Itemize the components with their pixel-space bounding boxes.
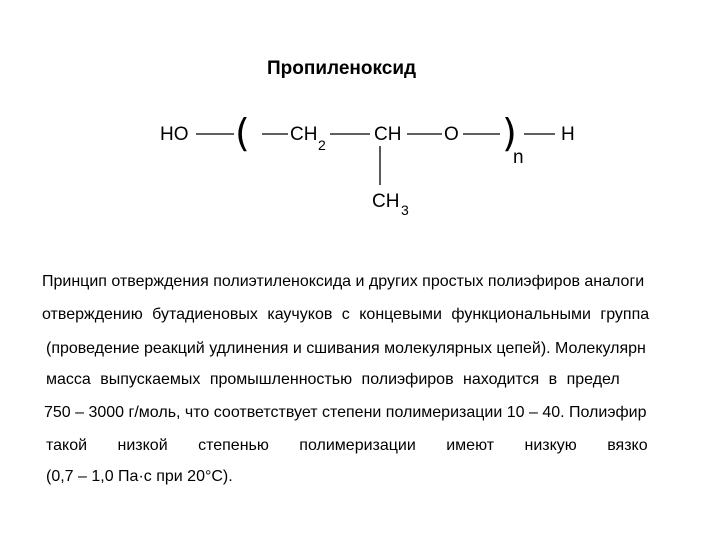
body-text-line: Принцип отверждения полиэтиленоксида и других простых полиэфиров аналоги — [42, 273, 645, 290]
formula-o: O — [444, 124, 459, 145]
body-text-line: такой низкой степенью полимеризации имеют низкую вязко — [46, 437, 648, 454]
formula-ch: CH — [374, 124, 402, 145]
formula-n-subscript: n — [513, 147, 524, 168]
page-title: Пропиленоксид — [267, 58, 417, 79]
body-text-line: (проведение реакций удлинения и сшивания молекулярных цепей). Молекулярн — [46, 340, 646, 357]
formula-ho: HO — [160, 124, 189, 145]
formula-close-paren: ) — [502, 111, 517, 155]
body-text-line: (0,7 – 1,0 Па·с при 20°С). — [46, 468, 233, 485]
formula-ch3-subscript: 3 — [401, 202, 409, 218]
formula-h: H — [561, 124, 575, 145]
formula-ch2: CH — [290, 124, 318, 145]
formula-ch2-subscript: 2 — [318, 137, 326, 153]
formula-open-paren: ( — [235, 111, 250, 155]
formula-ch3: CH — [372, 191, 400, 212]
body-text-line: 750 – 3000 г/моль, что соответствует степени полимеризации 10 – 40. Полиэфир — [44, 404, 647, 421]
body-text-line: масса выпускаемых промышленностью полиэфиров находится в предел — [46, 371, 620, 388]
body-text-line: отверждению бутадиеновых каучуков с концевыми функциональными группа — [42, 306, 650, 323]
